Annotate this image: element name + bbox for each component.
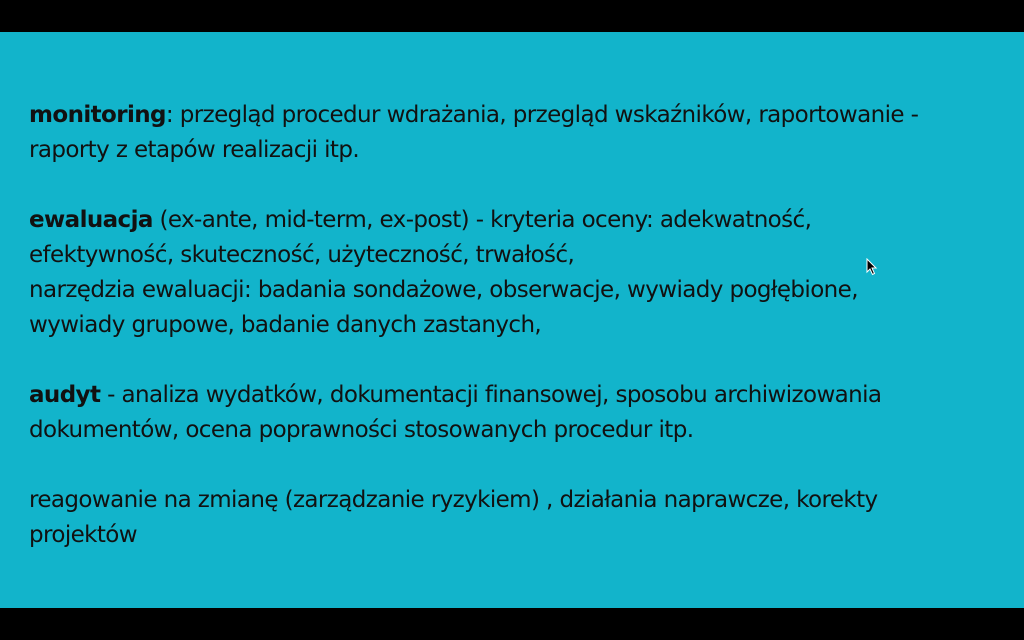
paragraph-reagowanie [29, 483, 979, 553]
paragraph-line: projektów [29, 522, 137, 548]
paragraph-line [29, 98, 979, 133]
paragraph-ewaluacja [29, 203, 979, 343]
line-text: (ex-ante, mid-term, ex-post) - kryteria oceny: adekwatność, [152, 207, 812, 233]
paragraph-line: raporty z etapów realizacji itp. [29, 137, 360, 163]
line-text: : przegląd procedur wdrażania, przegląd wskaźników, raportowanie - [165, 102, 919, 128]
letterbox-bottom-bar [0, 608, 1024, 640]
paragraph-line: reagowanie na zmianę (zarządzanie ryzykiem) , działania naprawcze, korekty [29, 487, 878, 513]
paragraph-line: dokumentów, ocena poprawności stosowanych procedur itp. [29, 417, 694, 443]
keyword-audyt: audyt [29, 382, 101, 408]
paragraph-line [29, 203, 979, 238]
slide-text-body [29, 98, 979, 553]
letterbox-top-bar [0, 0, 1024, 32]
paragraph-line: efektywność, skuteczność, użyteczność, trwałość, [29, 242, 575, 268]
mouse-pointer-icon [866, 258, 878, 276]
line-text: - analiza wydatków, dokumentacji finansowej, sposobu archiwizowania [100, 382, 882, 408]
presentation-slide [0, 32, 1024, 608]
paragraph-line [29, 378, 979, 413]
paragraph-line: narzędzia ewaluacji: badania sondażowe, obserwacje, wywiady pogłębione, [29, 277, 858, 303]
keyword-ewaluacja: ewaluacja [29, 207, 153, 233]
keyword-monitoring: monitoring [29, 102, 166, 128]
paragraph-line: wywiady grupowe, badanie danych zastanych, [29, 312, 542, 338]
paragraph-audyt [29, 378, 979, 448]
paragraph-monitoring [29, 98, 979, 168]
